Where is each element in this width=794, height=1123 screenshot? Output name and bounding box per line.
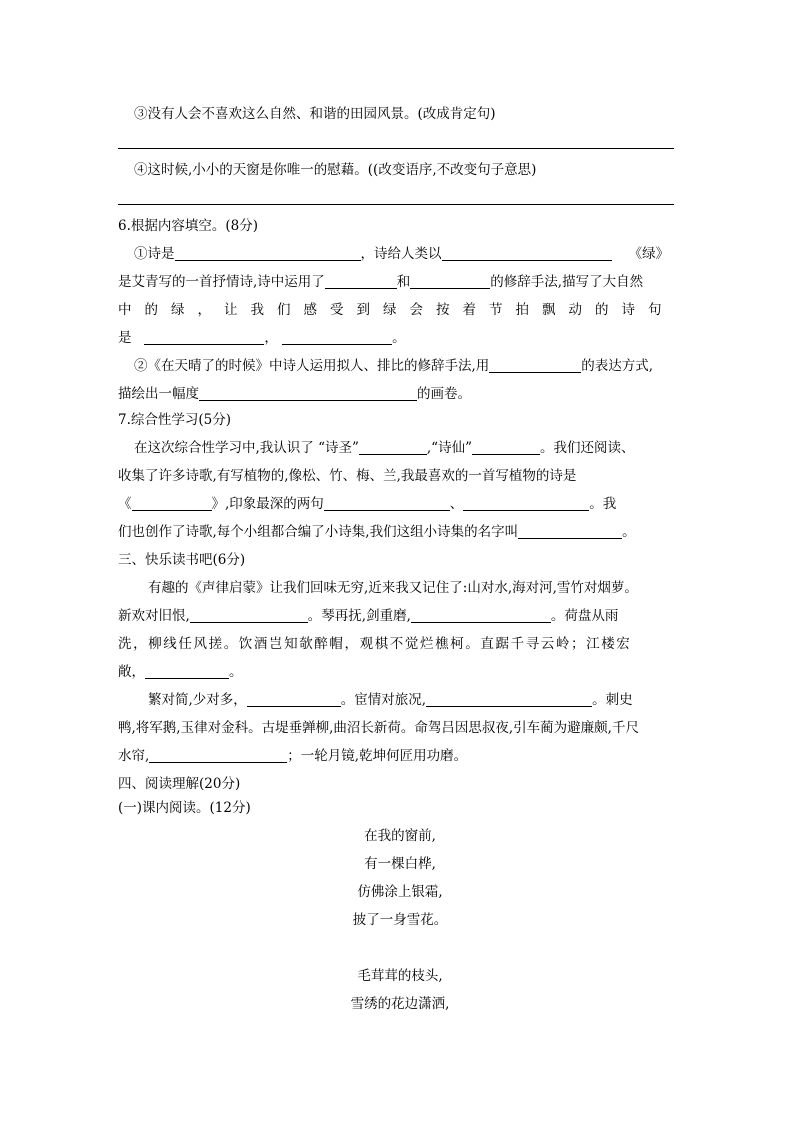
q7-line-1: 在这次综合性学习中,我认识了 “诗圣” ,“诗仙” 。我们还阅读、 [134,440,635,456]
q6-line-5: ②《在天晴了的时候》中诗人运用拟人、排比的修辞手法,用 的表达方式, [134,358,654,374]
fill-blank[interactable] [149,748,287,763]
q6-line-3: 中的绿，让我们感受到绿会按着节拍飘动的诗句 [118,302,674,318]
poem-line: 披了一身雪花。 [352,912,448,928]
fill-blank[interactable] [199,386,417,401]
poem-line: 雪绣的花边潇洒, [350,996,450,1012]
fill-blank[interactable] [411,608,551,623]
poem-line: 仿佛涂上银霜, [357,884,443,900]
s3-line-2: 新欢对旧恨, 。琴再抚,剑重磨, 。荷盘从雨 [118,608,619,624]
poem-line: 毛茸茸的枝头, [357,968,443,984]
fill-blank[interactable] [325,274,397,289]
s3-line-4: 敞， 。 [118,664,243,680]
q7-line-3: 《 》,印象最深的两句 、 。我 [118,496,617,512]
fill-blank[interactable] [359,440,427,455]
poem-line: 在我的窗前, [364,828,436,844]
fill-blank[interactable] [463,496,589,511]
q6-title: 6.根据内容填空。(8分) [118,218,259,234]
fill-blank[interactable] [426,692,592,707]
fill-blank[interactable] [144,330,264,345]
q7-title: 7.综合性学习(5分) [118,412,232,428]
s3-line-1: 有趣的《声律启蒙》让我们回味无穷,近来我又记住了:山对水,海对河,雪竹对烟萝。 [148,580,638,596]
fill-blank[interactable] [324,496,450,511]
fill-blank[interactable] [145,664,229,679]
q5-item-4: ④这时候,小小的天窗是你唯一的慰藉。((改变语序,不改变句子意思) [134,162,537,178]
fill-blank[interactable] [282,330,392,345]
fill-blank[interactable] [190,608,308,623]
q6-line-2: 是艾青写的一首抒情诗,诗中运用了 和 的修辞手法,描写了大自然 [118,274,644,290]
answer-line[interactable] [118,148,674,149]
fill-blank[interactable] [247,692,341,707]
section-4-title: 四、阅读理解(20分) [118,776,241,792]
s3-line-6: 鸭,将军鹅,玉律对金科。古堤垂亸柳,曲沼长新荷。命驾吕因思叔夜,引车蔺为避廉颇,千尺 [118,720,639,736]
fill-blank[interactable] [489,358,581,373]
q6-line-1: ①诗是 ，诗给人类以 《绿》 [134,246,670,262]
section-4-subtitle: (一)课内阅读。(12分) [118,800,251,816]
answer-line[interactable] [118,204,674,205]
q7-line-4: 们也创作了诗歌,每个小组都合编了小诗集,我们这组小诗集的名字叫 。 [118,524,636,540]
poem-line: 有一棵白桦, [364,856,436,872]
fill-blank[interactable] [442,246,612,261]
fill-blank[interactable] [518,524,622,539]
fill-blank[interactable] [410,274,490,289]
q6-line-6: 描绘出一幅度 的画卷。 [118,386,471,402]
s3-line-7: 水帘, ；一轮月镜,乾坤何匠用功磨。 [118,748,468,764]
section-3-title: 三、快乐读书吧(6分) [118,552,246,568]
fill-blank[interactable] [175,246,361,261]
fill-blank[interactable] [472,440,540,455]
q7-line-2: 收集了许多诗歌,有写植物的,像松、竹、梅、兰,我最喜欢的一首写植物的诗是 [118,468,577,484]
s3-line-5: 繁对简,少对多， 。宦情对旅况, 。刺史 [148,692,633,708]
s3-line-3: 洗，柳线任风搓。饮酒岂知欹醉帽，观棋不觉烂樵柯。直踞千寻云岭；江楼宏 [118,636,632,652]
q6-line-4: 是 ， 。 [118,330,406,346]
fill-blank[interactable] [132,496,212,511]
q5-item-3: ③没有人会不喜欢这么自然、和谐的田园风景。(改成肯定句) [134,106,496,122]
